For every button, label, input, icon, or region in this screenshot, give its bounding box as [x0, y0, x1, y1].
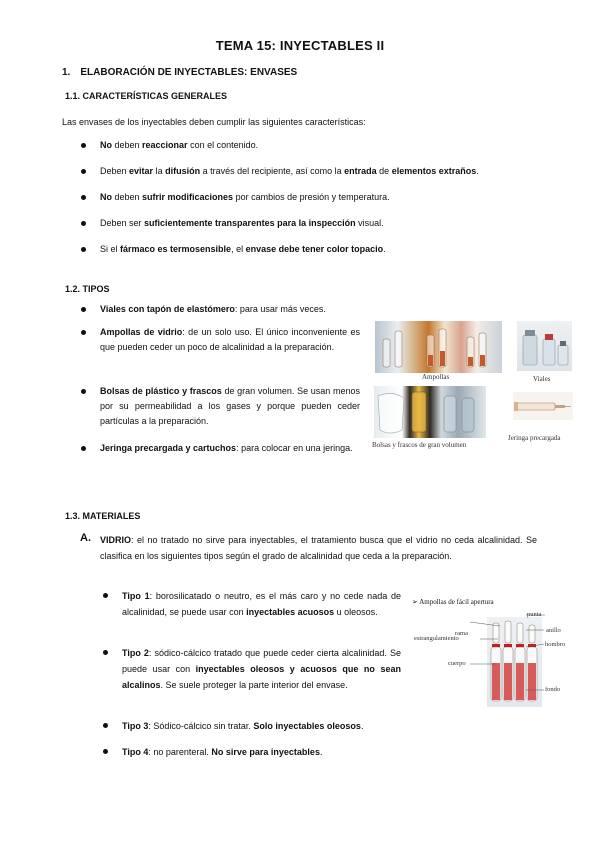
emphasis: envase debe tener color topacio [245, 244, 384, 254]
list-item: No deben sufrir modificaciones por cambios de presión y temperatura. [100, 190, 520, 205]
emphasis: Bolsas de plástico y frascos [100, 386, 222, 396]
emphasis: VIDRIO [100, 535, 132, 545]
ampollas-illustration [375, 321, 502, 373]
emphasis: Tipo 2 [122, 648, 149, 658]
section-title: ELABORACIÓN DE INYECTABLES: ENVASES [80, 67, 298, 78]
emphasis: Viales con tapón de elastómero [100, 304, 235, 314]
bolsas-illustration [374, 386, 486, 438]
emphasis: Tipo 3 [122, 721, 149, 731]
list-item: No deben reaccionar con el contenido. [100, 138, 520, 153]
label-estrangulamiento: estrangulamiento [414, 635, 459, 642]
caption-jeringa: Jeringa precargada [508, 434, 561, 442]
list-item: Bolsas de plástico y frascos de gran volumen. Se usan menos por su permeabilidad a los gases y porque pueden ceder partículas a la preparación. [100, 384, 360, 429]
viales-photo [517, 321, 572, 371]
emphasis: entrada [344, 166, 377, 176]
list-item: Tipo 1: borosilicatado o neutro, es el más caro y no cede nada de alcalinidad, se puede usar con inyectables acuosos u oleosos. [122, 588, 401, 620]
subsection-heading-1-1: 1.1. CARACTERÍSTICAS GENERALES [65, 91, 228, 101]
label-hombro: hombro [545, 641, 566, 648]
list-item: Deben evitar la difusión a través del recipiente, así como la entrada de elementos extraños. [100, 164, 540, 179]
list-item: Tipo 2: sódico-cálcico tratado que puede ceder cierta alcalinidad. Se puede usar con inyectables oleosos y acuosos que no sean alcalinos. Se suele proteger la parte interior del envase. [122, 645, 401, 693]
list-item: Si el fármaco es termosensible, el envase debe tener color topacio. [100, 242, 520, 257]
list-item: Tipo 4: no parenteral. No sirve para inyectables. [122, 744, 401, 760]
subsection-heading-1-2: 1.2. TIPOS [65, 284, 110, 294]
vidrio-paragraph: VIDRIO: el no tratado no sirve para inyectables, el tratamiento busca que el vidrio no ceda alcalinidad. Se clasifica en los siguientes tipos según el grado de alcalinidad que ceda a la preparación. [100, 535, 537, 561]
ampoule-leader-lines [440, 612, 555, 702]
label-fondo: fondo [545, 686, 561, 693]
emphasis: difusión [165, 166, 201, 176]
label-anillo: anillo [546, 627, 561, 634]
label-cuerpo: cuerpo [448, 660, 466, 667]
ampollas-photo [375, 321, 502, 373]
list-item: Ampollas de vidrio: de un solo uso. El único inconveniente es que pueden ceder un poco de alcalinidad a la preparación. [100, 325, 360, 355]
emphasis: Ampollas de vidrio [100, 327, 183, 337]
section-heading-1 [62, 67, 297, 78]
jeringa-photo [513, 392, 573, 420]
subsection-heading-1-3: 1.3. MATERIALES [65, 511, 141, 521]
viales-illustration [517, 321, 572, 371]
emphasis: sufrir modificaciones [142, 192, 234, 202]
bolsas-frascos-photo [374, 386, 486, 438]
caption-ampollas: Ampollas [422, 373, 450, 381]
list-item: Jeringa precargada y cartuchos: para colocar en una jeringa. [100, 441, 360, 456]
section-number: 1. [62, 67, 71, 78]
emphasis: No [100, 140, 112, 150]
emphasis: elementos extraños [391, 166, 477, 176]
emphasis: fármaco es termosensible [120, 244, 232, 254]
ampoule-diagram-title: ➢ Ampollas de fácil apertura [412, 598, 494, 606]
jeringa-illustration [513, 392, 573, 420]
label-rama: rama [455, 630, 468, 637]
emphasis: evitar [129, 166, 154, 176]
caption-bolsas: Bolsas y frascos de gran volumen [372, 441, 467, 449]
intro-paragraph: Las envases de los inyectables deben cumplir las siguientes características: [62, 117, 366, 127]
emphasis: Tipo 4 [122, 747, 149, 757]
emphasis: Jeringa precargada y cartuchos [100, 443, 237, 453]
emphasis: suficientemente transparentes para la inspección [144, 218, 356, 228]
emphasis: Tipo 1 [122, 591, 150, 601]
emphasis: No sirve para inyectables [211, 747, 320, 757]
emphasis: inyectables oleosos y acuosos que no sean alcalinos [122, 664, 401, 690]
list-item: Viales con tapón de elastómero: para usar más veces. [100, 302, 360, 317]
list-letter-a: A. [80, 532, 91, 544]
list-item: Deben ser suficientemente transparentes para la inspección visual. [100, 216, 520, 231]
emphasis: inyectables acuosos [246, 607, 335, 617]
emphasis: No [100, 192, 112, 202]
list-item: Tipo 3: Sódico-cálcico sin tratar. Solo inyectables oleosos. [122, 718, 401, 734]
emphasis: reaccionar [142, 140, 188, 150]
emphasis: Solo inyectables oleosos [253, 721, 361, 731]
label-punta: punta [527, 611, 542, 618]
caption-viales: Viales [533, 375, 551, 383]
page-title: TEMA 15: INYECTABLES II [215, 38, 385, 53]
